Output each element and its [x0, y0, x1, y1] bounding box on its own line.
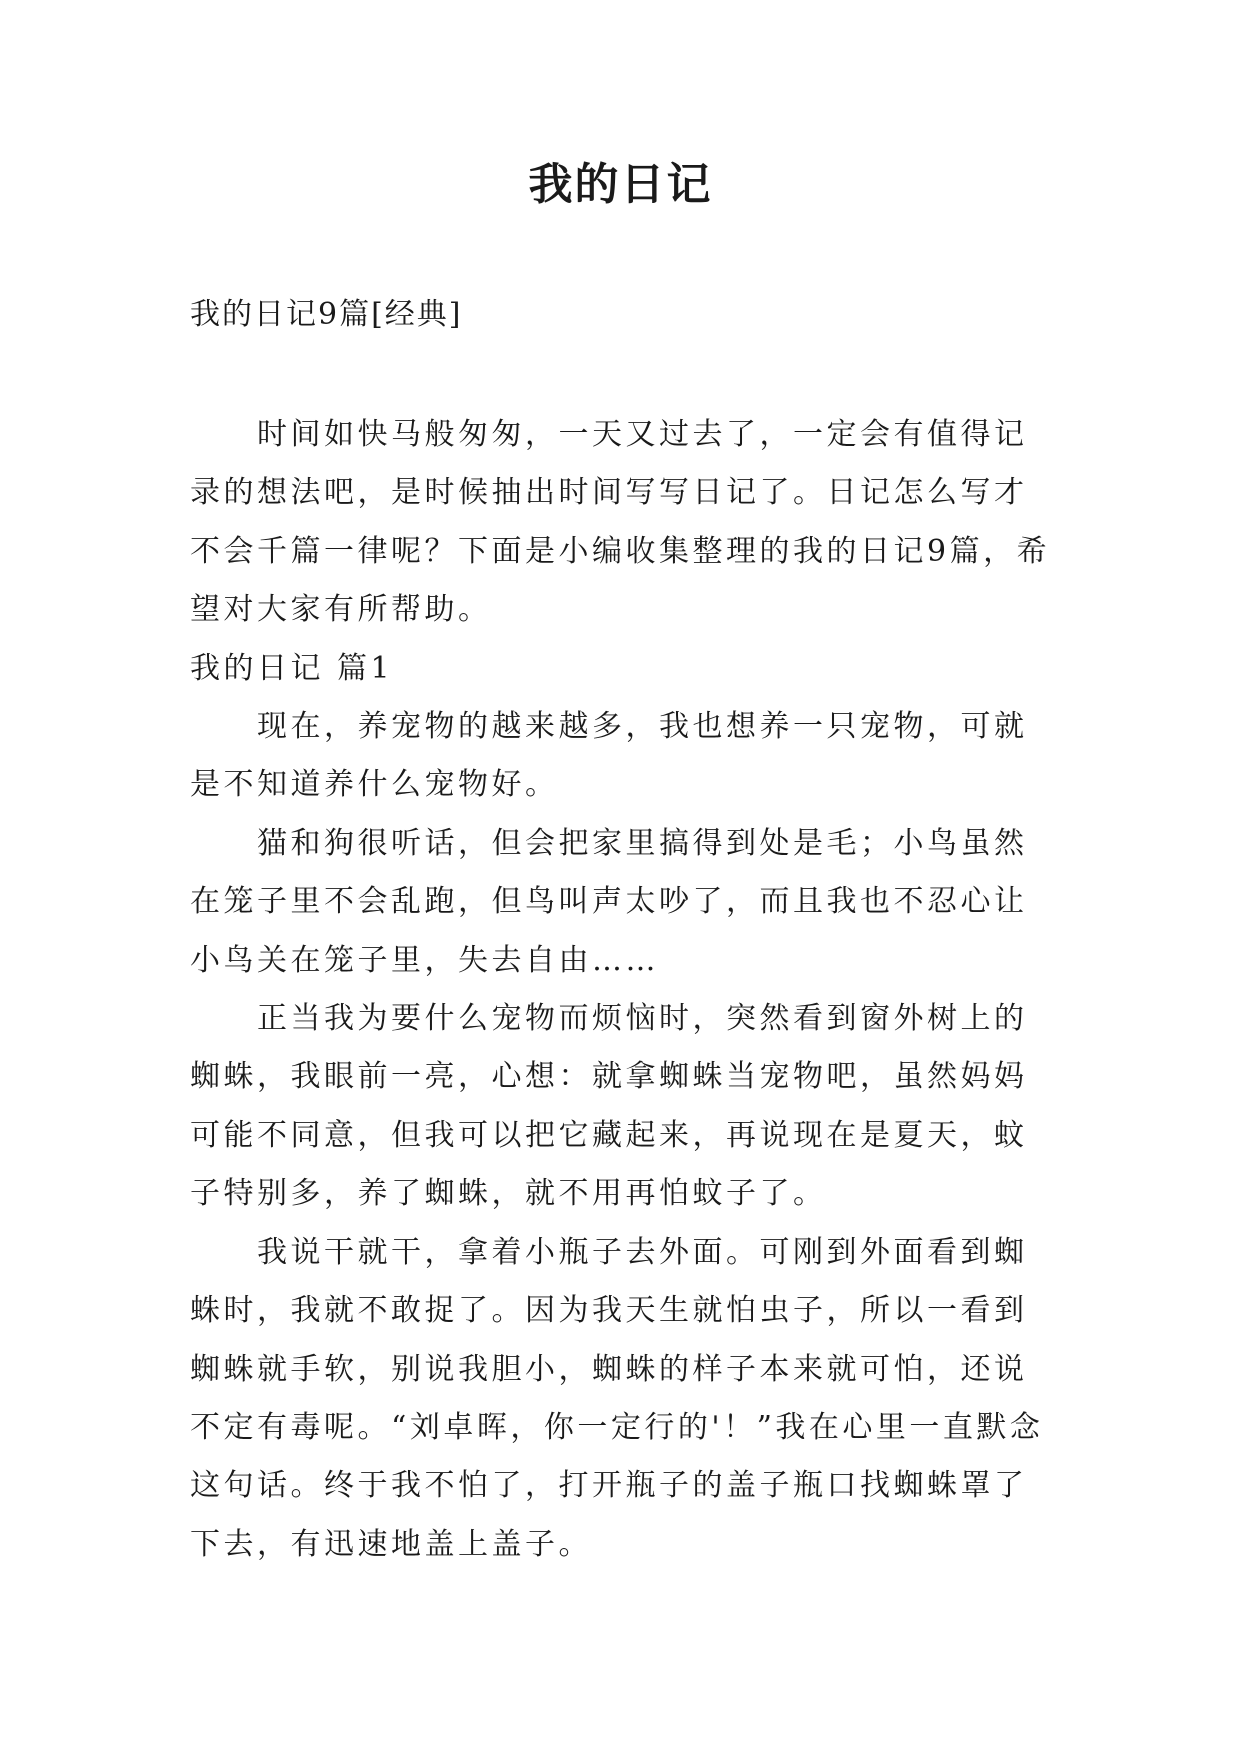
body-paragraph: 正当我为要什么宠物而烦恼时，突然看到窗外树上的蜘蛛，我眼前一亮，心想：就拿蜘蛛当宠物吧，虽然妈妈可能不同意，但我可以把它藏起来，再说现在是夏天，蚊子特别多，养了蜘蛛，就不用再怕蚊子了。: [190, 1001, 1028, 1212]
body-paragraph: 时间如快马般匆匆，一天又过去了，一定会有值得记录的想法吧，是时候抽出时间写写日记了。日记怎么写才不会千篇一律呢？下面是小编收集整理的我的日记9篇，希望对大家有所帮助。: [190, 417, 1051, 628]
body-paragraph: 现在，养宠物的越来越多，我也想养一只宠物，可就是不知道养什么宠物好。: [190, 709, 1028, 803]
body-paragraph: 我说干就干，拿着小瓶子去外面。可刚到外面看到蜘蛛时，我就不敢捉了。因为我天生就怕虫子，所以一看到蜘蛛就手软，别说我胆小，蜘蛛的样子本来就可怕，还说不定有毒呢。“刘卓晖，你一定行的'！”我在心里一直默念这句话。终于我不怕了，打开瓶子的盖子瓶口找蜘蛛罩了下去，有迅速地盖上盖子。: [190, 1234, 1044, 1562]
document-body: [190, 406, 1058, 1574]
body-paragraph: 猫和狗很听话，但会把家里搞得到处是毛；小鸟虽然在笼子里不会乱跑，但鸟叫声太吵了，而且我也不忍心让小鸟关在笼子里，失去自由……: [190, 825, 1028, 978]
document-subtitle: 我的日记9篇[经典]: [190, 297, 463, 332]
section-heading: 我的日记 篇1: [190, 650, 394, 686]
document-title: 我的日记: [528, 159, 713, 210]
